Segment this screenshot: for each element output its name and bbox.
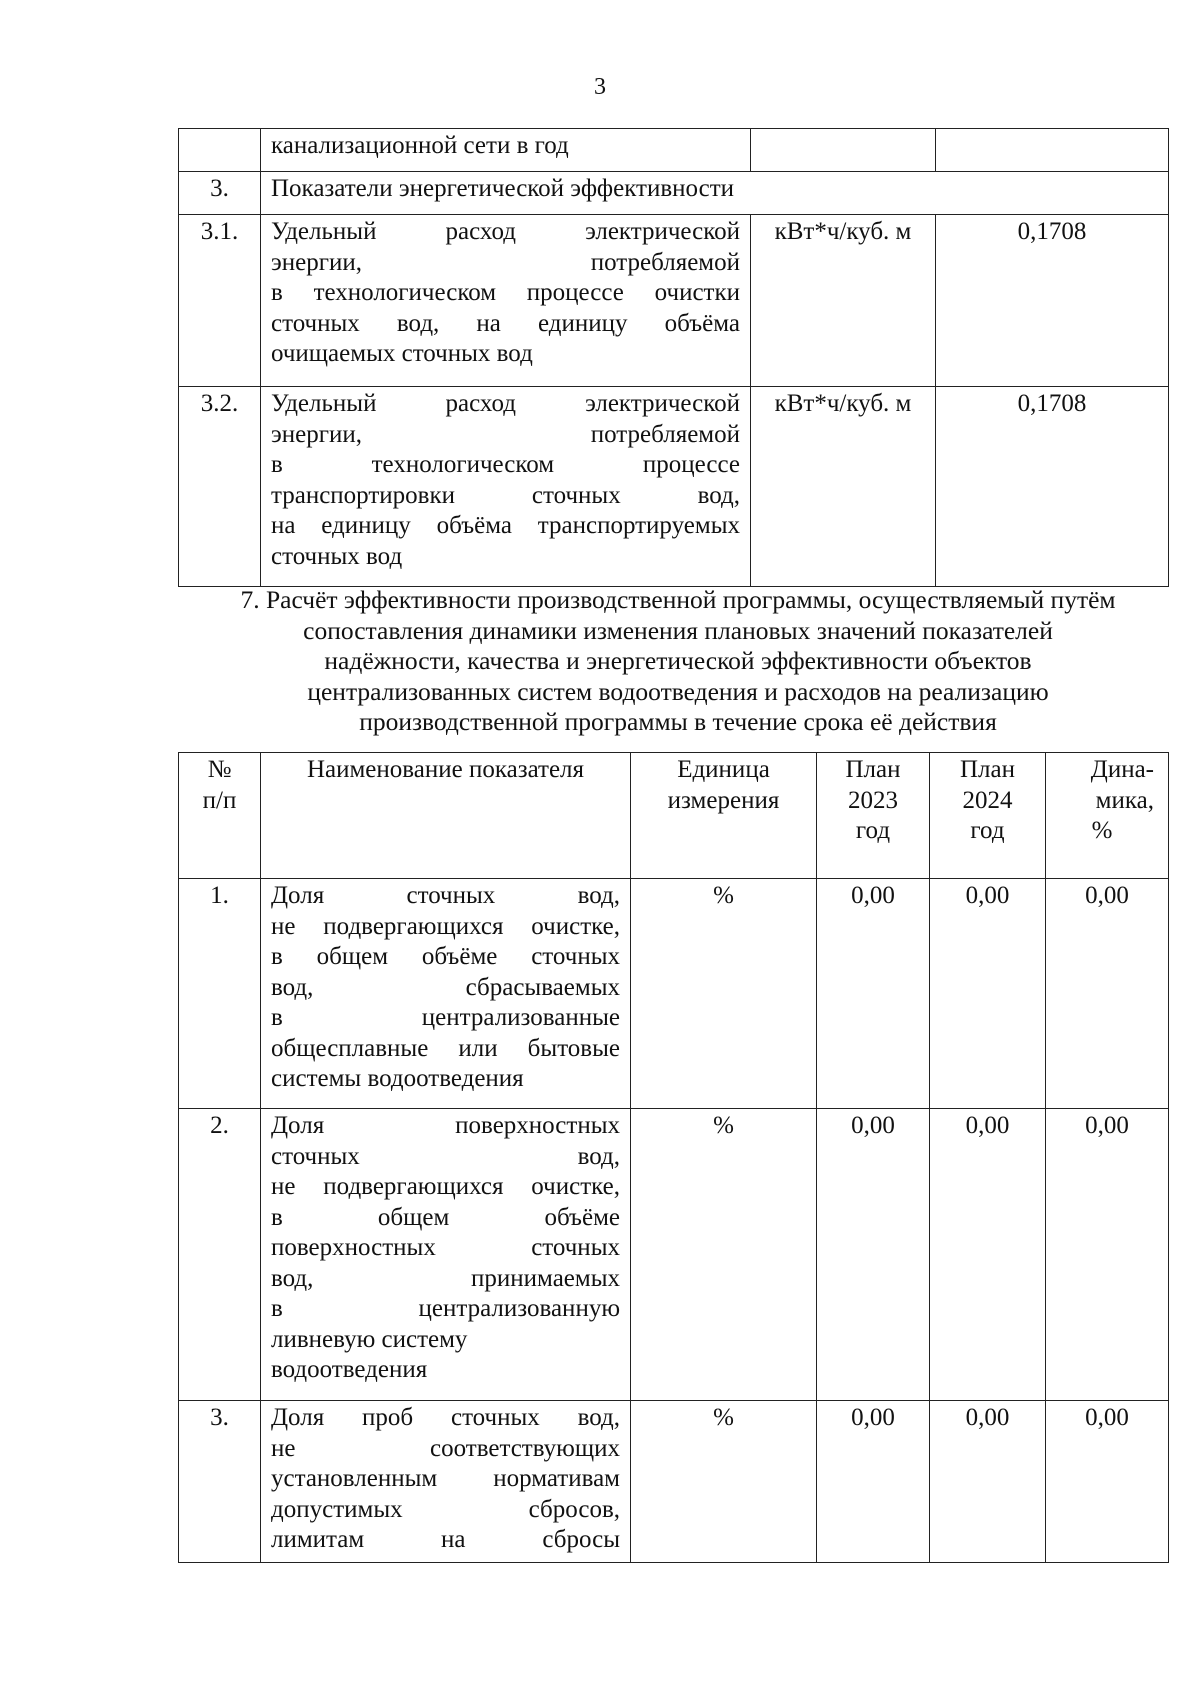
row-number: 3. bbox=[179, 1401, 261, 1563]
text-line: очищаемых сточных вод bbox=[271, 340, 533, 367]
indicator-name bbox=[261, 387, 751, 587]
text-line: в технологическом процессе bbox=[271, 451, 740, 478]
plan-2023-cell: 0,00 bbox=[817, 879, 930, 1109]
plan-2024-cell: 0,00 bbox=[930, 1109, 1046, 1401]
row-number: 3.1. bbox=[179, 215, 261, 387]
section-heading-cell: Показатели энергетической эффективности bbox=[261, 172, 1169, 215]
header-line: План bbox=[959, 756, 1015, 783]
text-line: системы водоотведения bbox=[271, 1065, 524, 1092]
indicator-name bbox=[261, 1401, 631, 1563]
text-line: не подвергающихся очистке, bbox=[271, 912, 620, 940]
text-line: водоотведения bbox=[271, 1356, 428, 1383]
value-cell bbox=[936, 129, 1169, 172]
text-line: Доля сточных вод, bbox=[271, 882, 620, 909]
row-number: 3. bbox=[179, 172, 261, 215]
table-row bbox=[179, 879, 1169, 1109]
text-line: Удельный расход электрической bbox=[271, 218, 740, 245]
title-line: производственной программы в течение срока её действия bbox=[359, 707, 997, 736]
text-line: поверхностных сточных bbox=[271, 1234, 620, 1261]
text-line: в централизованную bbox=[271, 1295, 620, 1322]
text-line: сточных вод bbox=[271, 542, 403, 570]
header-dynamics bbox=[1046, 753, 1169, 879]
text-line: сточных вод, на единицу объёма bbox=[271, 309, 740, 337]
header-plan-2024 bbox=[930, 753, 1046, 879]
row-number bbox=[179, 129, 261, 172]
row-number: 1. bbox=[179, 879, 261, 1109]
text-line: в общем объёме bbox=[271, 1203, 620, 1231]
text-line: Доля поверхностных bbox=[271, 1112, 620, 1139]
indicator-name: канализационной сети в год bbox=[261, 129, 751, 172]
text-line: энергии, потребляемой bbox=[271, 420, 740, 448]
header-line: Единица bbox=[677, 756, 770, 783]
plan-2023-cell: 0,00 bbox=[817, 1109, 930, 1401]
table-row bbox=[179, 129, 1169, 172]
text-line: транспортировки сточных вод, bbox=[271, 481, 740, 509]
table-row bbox=[179, 1109, 1169, 1401]
header-line: п/п bbox=[202, 786, 237, 814]
row-number: 2. bbox=[179, 1109, 261, 1401]
unit-cell: % bbox=[631, 879, 817, 1109]
table-row bbox=[179, 387, 1169, 587]
title-line: 7. Расчёт эффективности производственной программы, осуществляемый путём bbox=[240, 585, 1116, 614]
table-row bbox=[179, 172, 1169, 215]
plan-2023-cell: 0,00 bbox=[817, 1401, 930, 1563]
text-line: допустимых сбросов, bbox=[271, 1495, 620, 1523]
text-line: Удельный расход электрической bbox=[271, 390, 740, 417]
text-line: не подвергающихся очистке, bbox=[271, 1173, 620, 1200]
header-line: год bbox=[855, 817, 891, 844]
dynamics-cell: 0,00 bbox=[1046, 1401, 1169, 1563]
text-line: на единицу объёма транспортируемых bbox=[271, 512, 740, 539]
header-line: % bbox=[1091, 817, 1113, 844]
header-plan-2023 bbox=[817, 753, 930, 879]
header-line: № bbox=[207, 756, 232, 783]
table-header-row bbox=[179, 753, 1169, 879]
text-line: Доля проб сточных вод, bbox=[271, 1404, 620, 1431]
indicator-name bbox=[261, 215, 751, 387]
plan-2024-cell: 0,00 bbox=[930, 879, 1046, 1109]
unit-cell: кВт*ч/куб. м bbox=[751, 215, 936, 387]
section-7-title bbox=[178, 585, 1178, 738]
header-line: Дина- bbox=[1090, 756, 1154, 783]
row-number: 3.2. bbox=[179, 387, 261, 587]
dynamics-cell: 0,00 bbox=[1046, 1109, 1169, 1401]
text-line: установленным нормативам bbox=[271, 1465, 620, 1492]
value-cell: 0,1708 bbox=[936, 387, 1169, 587]
header-line: 2024 bbox=[962, 786, 1013, 814]
header-line: год bbox=[970, 817, 1005, 844]
header-line: измерения bbox=[667, 786, 780, 814]
header-line: мика, bbox=[1095, 786, 1154, 814]
header-line: 2023 bbox=[848, 786, 898, 814]
text-line: в общем объёме сточных bbox=[271, 943, 620, 970]
table-row bbox=[179, 1401, 1169, 1563]
text-line: в технологическом процессе очистки bbox=[271, 279, 740, 306]
indicator-name bbox=[261, 1109, 631, 1401]
text-line: лимитам на сбросы bbox=[271, 1526, 620, 1553]
text-line: вод, сбрасываемых bbox=[271, 973, 620, 1001]
value-cell: 0,1708 bbox=[936, 215, 1169, 387]
plan-2024-cell: 0,00 bbox=[930, 1401, 1046, 1563]
title-line: сопоставления динамики изменения плановых значений показателей bbox=[303, 615, 1053, 645]
title-line: централизованных систем водоотведения и расходов на реализацию bbox=[307, 676, 1049, 706]
dynamics-cell: 0,00 bbox=[1046, 879, 1169, 1109]
unit-cell: % bbox=[631, 1109, 817, 1401]
text-line: энергии, потребляемой bbox=[271, 248, 740, 276]
text-line: в централизованные bbox=[271, 1004, 620, 1031]
text-line: не соответствующих bbox=[271, 1434, 620, 1462]
unit-cell: % bbox=[631, 1401, 817, 1563]
page-number: 3 bbox=[594, 74, 606, 100]
text-line: ливневую систему bbox=[271, 1325, 468, 1353]
unit-cell: кВт*ч/куб. м bbox=[751, 387, 936, 587]
header-line: План bbox=[845, 756, 901, 783]
unit-cell bbox=[751, 129, 936, 172]
header-unit bbox=[631, 753, 817, 879]
title-line: надёжности, качества и энергетической эффективности объектов bbox=[324, 646, 1032, 675]
text-line: общесплавные или бытовые bbox=[271, 1034, 620, 1062]
text-line: вод, принимаемых bbox=[271, 1264, 620, 1292]
header-num bbox=[179, 753, 261, 879]
header-name: Наименование показателя bbox=[261, 753, 631, 879]
table-row bbox=[179, 215, 1169, 387]
indicator-name bbox=[261, 879, 631, 1109]
efficiency-table bbox=[178, 752, 1169, 1563]
text-line: сточных вод, bbox=[271, 1142, 620, 1170]
indicators-table-continued bbox=[178, 128, 1169, 587]
